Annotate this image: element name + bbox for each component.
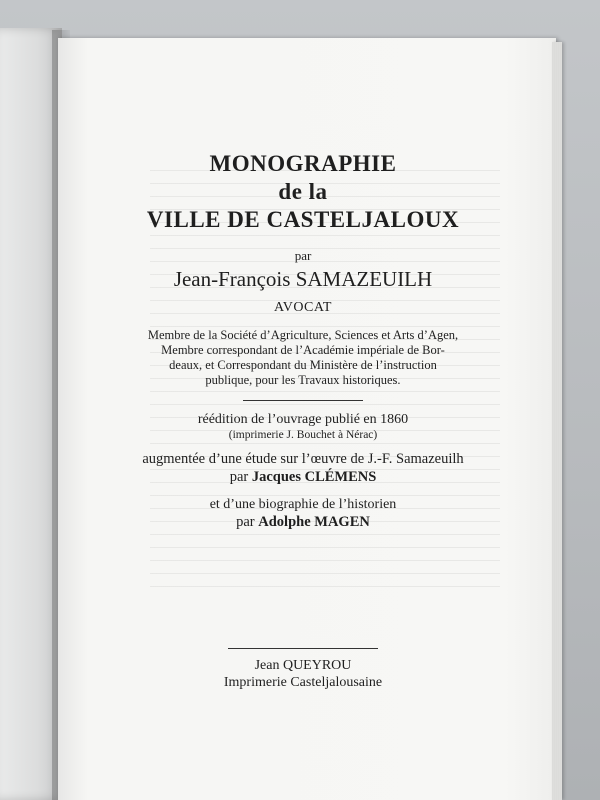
author-profession: AVOCAT — [274, 300, 332, 315]
author-credentials — [123, 328, 483, 388]
page-edges — [552, 42, 562, 800]
publisher-name: Jean QUEYROU — [254, 658, 352, 673]
divider-rule — [243, 400, 363, 401]
by-word: par — [294, 248, 312, 263]
reedition-note: réédition de l’ouvrage publié en 1860 — [197, 412, 409, 427]
credential-line: deaux, et Correspondant du Ministère de l’instruction — [169, 358, 437, 372]
augmented-note: augmentée d’une étude sur l’œuvre de J.-F. Samazeuilh — [142, 451, 464, 467]
title-line-2: de la — [278, 179, 328, 204]
credential-line: Membre de la Société d’Agriculture, Sciences et Arts d’Agen, — [147, 328, 459, 342]
study-author — [88, 468, 518, 486]
author-name: Jean-François SAMAZEUILH — [173, 267, 433, 291]
publisher-block — [88, 648, 518, 691]
title-page-content — [88, 150, 518, 531]
bio-by-prefix: par — [236, 514, 255, 530]
biography-note: et d’une biographie de l’historien — [209, 497, 397, 512]
biography-author — [88, 513, 518, 531]
original-printer: (imprimerie J. Bouchet à Nérac) — [228, 429, 378, 441]
publisher-rule — [228, 648, 378, 649]
title-line-3: VILLE DE CASTELJALOUX — [146, 207, 460, 232]
publisher-house: Imprimerie Casteljalousaine — [223, 675, 383, 690]
biography-author-name: Adolphe MAGEN — [258, 514, 370, 530]
credential-line: publique, pour les Travaux historiques. — [205, 373, 401, 387]
study-by-prefix: par — [229, 469, 249, 485]
title-line-1: MONOGRAPHIE — [209, 151, 397, 176]
study-author-name: Jacques CLÉMENS — [251, 469, 377, 485]
credential-line: Membre correspondant de l’Académie impériale de Bor- — [161, 343, 445, 357]
